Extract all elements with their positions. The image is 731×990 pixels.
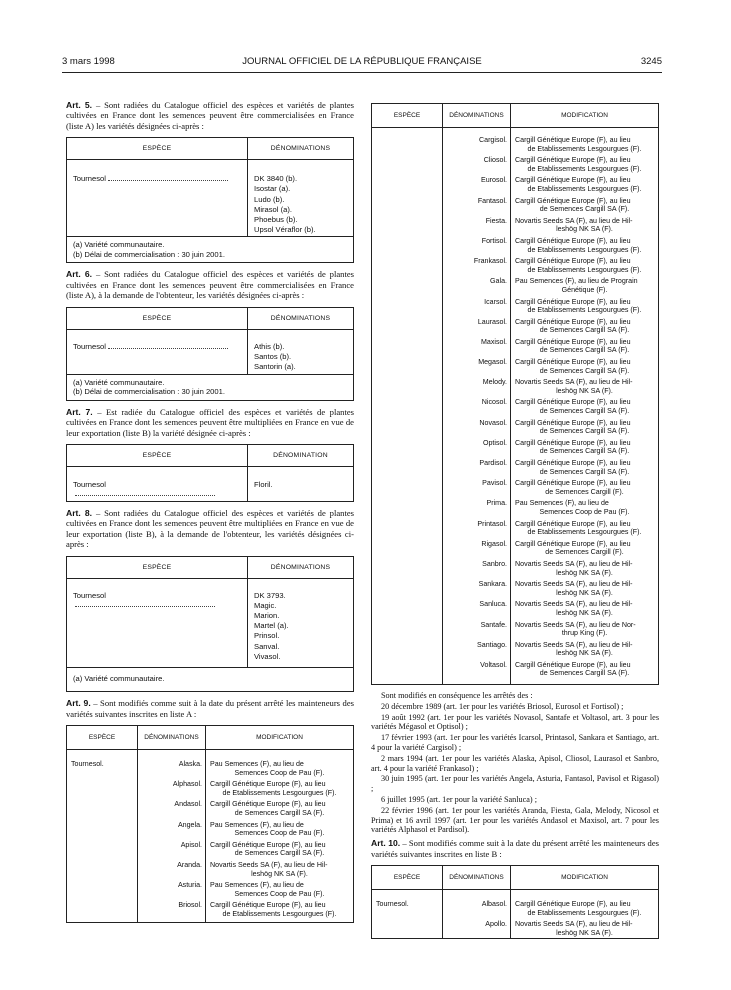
modification-cell bbox=[511, 641, 658, 661]
note: (b) Délai de commercialisation : 30 juin 2001. bbox=[73, 249, 225, 259]
note: (a) Variété communautaire. bbox=[73, 673, 165, 683]
denomination-cell: Santiago. bbox=[477, 640, 507, 649]
modification-cell bbox=[206, 901, 353, 921]
modification-line: Pau Semences (F), au lieu de bbox=[210, 881, 304, 890]
modification-line: de Etablissements Lesgourgues (F). bbox=[527, 908, 642, 917]
modification-line: de Semences Cargill (F). bbox=[545, 548, 624, 557]
modification-cell bbox=[511, 156, 658, 176]
modification-line: Cargill Génétique Europe (F), au lieu bbox=[210, 800, 326, 809]
table-notes bbox=[67, 667, 353, 692]
denomination-cell: Optisol. bbox=[482, 438, 507, 447]
modification-column bbox=[510, 128, 658, 684]
header-denominations: DÉNOMINATIONS bbox=[442, 866, 510, 889]
modification-line: Cargill Génétique Europe (F), au lieu bbox=[515, 196, 631, 205]
modification-line: Cargill Génétique Europe (F), au lieu bbox=[515, 899, 631, 908]
modification-line: de Etablissements Lesgourgues (F). bbox=[527, 306, 642, 315]
modification-cell bbox=[511, 338, 658, 358]
denomination-cell: Aranda. bbox=[177, 861, 202, 869]
header-modification: MODIFICATION bbox=[510, 104, 658, 127]
art6-paragraph bbox=[66, 269, 354, 300]
art7-label: Art. 7. bbox=[66, 406, 93, 417]
modification-cell bbox=[511, 298, 658, 318]
modification-cell bbox=[511, 661, 658, 681]
art7-text: – Est radiée du Catalogue officiel des espèces et variétés de plantes cultivées en France dont les semences peuvent être multipliées en France en vue de leur exportation (liste B) la variété désignée ci-après : bbox=[66, 406, 354, 438]
modification-cell bbox=[511, 621, 658, 641]
denomination-cell: Albasol. bbox=[481, 899, 507, 908]
modification-cell bbox=[511, 136, 658, 156]
denomination-item: Martel (a). bbox=[254, 621, 289, 631]
header-date: 3 mars 1998 bbox=[62, 56, 115, 67]
modification-line: Novartis Seeds SA (F), au lieu de Hil- bbox=[515, 920, 633, 929]
modification-line: Cargill Génétique Europe (F), au lieu bbox=[515, 358, 631, 367]
denomination-item: DK 3793. bbox=[254, 590, 286, 600]
denomination-cell: Asturia. bbox=[177, 881, 202, 890]
modification-line: Cargill Génétique Europe (F), au lieu bbox=[515, 438, 631, 447]
art7-table bbox=[66, 444, 354, 502]
modification-line: Novartis Seeds SA (F), au lieu de Hil- bbox=[515, 640, 633, 649]
modification-line: de Etablissements Lesgourgues (F). bbox=[527, 184, 642, 193]
denomination-list bbox=[247, 467, 353, 501]
modification-line: Novartis Seeds SA (F), au lieu de Nor- bbox=[515, 620, 636, 629]
header-denominations: DÉNOMINATIONS bbox=[442, 104, 510, 127]
denomination-cell: Fantasol. bbox=[477, 196, 507, 205]
art8-label: Art. 8. bbox=[66, 508, 93, 519]
espece-cell: Tournesol bbox=[73, 341, 106, 351]
modification-line: de Semences Cargill SA (F). bbox=[539, 346, 630, 355]
modification-cell bbox=[511, 318, 658, 338]
modification-line: leshög NK SA (F). bbox=[556, 568, 613, 577]
denomination-cell: Angela. bbox=[177, 820, 202, 829]
modification-cell bbox=[511, 540, 658, 560]
note: (a) Variété communautaire. bbox=[73, 377, 165, 387]
journal-title: JOURNAL OFFICIEL DE LA RÉPUBLIQUE FRANÇAISE bbox=[242, 56, 482, 67]
modification-line: thrup King (F). bbox=[561, 629, 608, 638]
modification-cell bbox=[206, 800, 353, 820]
denomination-cell: Briosol. bbox=[178, 901, 202, 910]
art6-label: Art. 6. bbox=[66, 269, 93, 280]
modification-cell bbox=[511, 419, 658, 439]
page-number: 3245 bbox=[640, 56, 662, 67]
denomination-cell: Apisol. bbox=[180, 840, 202, 849]
modification-line: de Etablissements Lesgourgues (F). bbox=[222, 788, 337, 797]
table-header bbox=[67, 726, 353, 750]
modification-cell bbox=[511, 900, 658, 920]
modification-line: de Etablissements Lesgourgues (F). bbox=[527, 245, 642, 254]
denomination-cell: Printasol. bbox=[477, 519, 507, 528]
art5-label: Art. 5. bbox=[66, 100, 93, 110]
art10-label: Art. 10. bbox=[371, 838, 401, 849]
modification-cell bbox=[206, 760, 353, 780]
denomination-column bbox=[442, 890, 510, 939]
denomination-item: Floril. bbox=[254, 480, 273, 490]
modification-line: Pau Semences (F), au lieu de Prograin bbox=[515, 277, 638, 286]
modification-line: de Semences Cargill SA (F). bbox=[539, 467, 630, 476]
modification-cell bbox=[511, 378, 658, 398]
art6-text: – Sont radiées du Catalogue officiel des espèces et variétés de plantes cultivées en France dont les semences peuvent être commercialisées en France (liste A), à la demande de l'obtenteur, les variétés désignées ci-après : bbox=[66, 269, 354, 301]
header-denominations: DÉNOMINATIONS bbox=[247, 557, 353, 578]
modification-line: de Semences Cargill SA (F). bbox=[539, 447, 630, 456]
header-modification: MODIFICATION bbox=[510, 866, 658, 889]
denomination-cell: Novasol. bbox=[479, 418, 507, 427]
denomination-cell: Nicosol. bbox=[481, 398, 507, 407]
denomination-item: Santorin (a). bbox=[254, 362, 296, 372]
modification-line: Cargill Génétique Europe (F), au lieu bbox=[515, 297, 631, 306]
modification-line: Novartis Seeds SA (F), au lieu de Hil- bbox=[515, 580, 633, 589]
denomination-item: Athis (b). bbox=[254, 341, 285, 351]
modification-line: Cargill Génétique Europe (F), au lieu bbox=[210, 901, 326, 910]
consequence-item: 17 février 1993 (art. 1er pour les variétés Icarsol, Printasol, Sankara et Santiago, art. 4 pour la variété Cargisol) ; bbox=[371, 733, 659, 752]
modification-line: leshög NK SA (F). bbox=[251, 869, 308, 878]
modification-line: Novartis Seeds SA (F), au lieu de Hil- bbox=[210, 861, 328, 869]
header-denominations: DÉNOMINATIONS bbox=[247, 138, 353, 159]
modification-line: de Etablissements Lesgourgues (F). bbox=[527, 164, 642, 173]
denomination-list bbox=[247, 579, 353, 667]
consequence-item: 30 juin 1995 (art. 1er pour les variétés Angela, Asturia, Fantasol, Pavisol et Rigasol) ; bbox=[371, 774, 659, 794]
art9-table-continued bbox=[371, 103, 659, 685]
art10-text: – Sont modifiés comme suit à la date du présent arrêté les mainteneurs des variétés suivantes inscrites en liste B : bbox=[371, 838, 660, 859]
art10-table bbox=[371, 865, 659, 939]
art6-table bbox=[66, 307, 354, 401]
denomination-cell: Icarsol. bbox=[484, 297, 507, 306]
espece-cell: Tournesol. bbox=[376, 899, 409, 908]
header-modification: MODIFICATION bbox=[205, 726, 353, 749]
denomination-cell: Voltasol. bbox=[480, 660, 507, 669]
denomination-item: Mirasol (a). bbox=[254, 204, 292, 214]
consequence-item: 6 juillet 1995 (art. 1er pour la variété Sanluca) ; bbox=[381, 794, 537, 804]
denomination-cell: Prima. bbox=[486, 499, 507, 508]
modification-line: Pau Semences (F), au lieu de bbox=[515, 499, 609, 508]
denomination-cell: Sanbro. bbox=[482, 559, 507, 568]
denomination-item: Ludo (b). bbox=[254, 194, 285, 204]
denomination-cell: Melody. bbox=[482, 378, 507, 387]
modification-line: de Semences Cargill SA (F). bbox=[539, 407, 630, 416]
modification-cell bbox=[511, 176, 658, 196]
denomination-cell: Cliosol. bbox=[483, 156, 507, 165]
modification-line: Pau Semences (F), au lieu de bbox=[210, 760, 304, 769]
modification-line: de Semences Cargill SA (F). bbox=[539, 669, 630, 678]
left-column bbox=[66, 100, 354, 929]
table-notes bbox=[67, 374, 353, 400]
denomination-cell: Apollo. bbox=[485, 920, 507, 929]
denomination-cell: Eurosol. bbox=[480, 176, 507, 185]
modification-line: leshög NK SA (F). bbox=[556, 649, 613, 658]
modification-line: leshög NK SA (F). bbox=[556, 608, 613, 617]
modification-cell bbox=[511, 520, 658, 540]
denomination-cell: Gala. bbox=[490, 277, 507, 286]
modification-line: de Semences Cargill SA (F). bbox=[234, 849, 325, 858]
modification-line: Cargill Génétique Europe (F), au lieu bbox=[515, 136, 631, 144]
modification-line: Cargill Génétique Europe (F), au lieu bbox=[515, 156, 631, 165]
modification-line: Cargill Génétique Europe (F), au lieu bbox=[515, 236, 631, 245]
art9-table bbox=[66, 725, 354, 923]
modification-line: Cargill Génétique Europe (F), au lieu bbox=[515, 176, 631, 185]
denomination-cell: Frankasol. bbox=[473, 257, 507, 266]
modification-cell bbox=[511, 197, 658, 217]
header-espece: ESPÈCE bbox=[88, 734, 116, 742]
modification-line: Cargill Génétique Europe (F), au lieu bbox=[515, 479, 631, 488]
modification-cell bbox=[511, 920, 658, 939]
modification-cell bbox=[511, 237, 658, 257]
modification-line: de Semences Cargill SA (F). bbox=[234, 809, 325, 818]
modification-line: Semences Coop de Pau (F). bbox=[234, 768, 325, 777]
espece-cell: Tournesol. bbox=[71, 760, 104, 769]
table-header bbox=[67, 138, 353, 160]
art5-table bbox=[66, 137, 354, 263]
modification-cell bbox=[206, 861, 353, 881]
table-notes bbox=[67, 236, 353, 262]
table-header bbox=[372, 104, 658, 128]
denomination-cell: Pavisol. bbox=[482, 479, 507, 488]
denomination-cell: Pardisol. bbox=[479, 459, 507, 467]
denomination-item: Upsol Véraflor (b). bbox=[254, 225, 316, 235]
denomination-cell: Santafe. bbox=[480, 620, 507, 629]
art5-text: – Sont radiées du Catalogue officiel des espèces et variétés de plantes cultivées en France dont les semences peuvent être commercialisées en France (liste A) les variétés désignées ci-après : bbox=[66, 100, 354, 131]
modification-column bbox=[510, 890, 658, 939]
art9-text: – Sont modifiés comme suit à la date du présent arrêté les mainteneurs des variétés suivantes inscrites en liste A : bbox=[66, 698, 354, 719]
modification-line: Cargill Génétique Europe (F), au lieu bbox=[515, 337, 631, 346]
denomination-cell: Alaska. bbox=[178, 760, 202, 769]
art8-text: – Sont radiées du Catalogue officiel des espèces et variétés de plantes cultivées en France dont les semences peuvent être multipliées en France en vue de leur exportation (liste B), à la demande de l'obtenteur, les variétés désignées ci-après : bbox=[66, 508, 354, 550]
art8-paragraph bbox=[66, 508, 354, 550]
art9-label: Art. 9. bbox=[66, 698, 91, 709]
modification-line: leshög NK SA (F). bbox=[556, 588, 613, 597]
modification-cell bbox=[511, 439, 658, 459]
header-rule bbox=[62, 72, 662, 73]
consequences-section bbox=[371, 691, 659, 835]
espece-cell: Tournesol bbox=[73, 174, 106, 184]
denomination-item: Magic. bbox=[254, 600, 277, 610]
modification-line: de Semences Cargill SA (F). bbox=[539, 366, 630, 375]
denomination-list bbox=[247, 330, 353, 374]
denomination-cell: Megasol. bbox=[478, 358, 507, 367]
header-espece: ESPÈCE bbox=[393, 873, 421, 881]
modification-cell bbox=[206, 821, 353, 841]
modification-line: Cargill Génétique Europe (F), au lieu bbox=[515, 398, 631, 407]
note: (a) Variété communautaire. bbox=[73, 240, 165, 250]
modification-line: de Semences Cargill SA (F). bbox=[539, 205, 630, 214]
table-header bbox=[67, 557, 353, 579]
modification-line: Cargill Génétique Europe (F), au lieu bbox=[515, 459, 631, 467]
denomination-item: Vivasol. bbox=[254, 651, 281, 661]
modification-line: Génétique (F). bbox=[561, 285, 608, 294]
modification-line: Semences Coop de Pau (F). bbox=[234, 889, 325, 898]
modification-line: de Etablissements Lesgourgues (F). bbox=[222, 909, 337, 918]
table-header bbox=[372, 866, 658, 890]
espece-cell: Tournesol bbox=[73, 480, 106, 490]
denomination-column bbox=[442, 128, 510, 684]
art8-table bbox=[66, 556, 354, 693]
modification-line: Semences Coop de Pau (F). bbox=[539, 507, 630, 516]
modification-line: Cargill Génétique Europe (F), au lieu bbox=[515, 257, 631, 266]
consequences-intro: Sont modifiés en conséquence les arrêtés des : bbox=[381, 691, 533, 700]
modification-line: Cargill Génétique Europe (F), au lieu bbox=[515, 539, 631, 548]
header-denominations: DÉNOMINATIONS bbox=[137, 726, 205, 749]
art7-paragraph bbox=[66, 407, 354, 438]
modification-column bbox=[205, 750, 353, 923]
right-column bbox=[371, 100, 659, 945]
header-denomination: DÉNOMINATION bbox=[247, 445, 353, 466]
art9-paragraph bbox=[66, 698, 354, 719]
modification-cell bbox=[511, 358, 658, 378]
consequence-item: 22 février 1996 (art. 1er pour les variétés Aranda, Fiesta, Gala, Melody, Nicosol et Prima) et 16 avril 1997 (art. 1er pour les variétés Andasol et Maxisol, art. 7 pour les variétés Alphasol et Pardisol). bbox=[371, 805, 659, 835]
modification-line: Semences Coop de Pau (F). bbox=[234, 829, 325, 838]
modification-line: de Etablissements Lesgourgues (F). bbox=[527, 265, 642, 274]
modification-line: Pau Semences (F), au lieu de bbox=[210, 820, 304, 829]
header-denominations: DÉNOMINATIONS bbox=[247, 308, 353, 329]
denomination-column bbox=[137, 750, 205, 923]
denomination-cell: Maxisol. bbox=[480, 337, 507, 346]
modification-cell bbox=[511, 479, 658, 499]
table-header bbox=[67, 308, 353, 330]
modification-line: de Semences Cargill (F). bbox=[545, 487, 624, 496]
denomination-cell: Andasol. bbox=[174, 800, 202, 809]
modification-line: Cargill Génétique Europe (F), au lieu bbox=[515, 418, 631, 427]
denomination-cell: Laurasol. bbox=[477, 317, 507, 326]
modification-line: de Etablissements Lesgourgues (F). bbox=[527, 144, 642, 153]
modification-line: Cargill Génétique Europe (F), au lieu bbox=[515, 519, 631, 528]
denomination-list bbox=[247, 160, 353, 236]
denomination-cell: Sankara. bbox=[478, 580, 507, 589]
modification-line: Novartis Seeds SA (F), au lieu de Hil- bbox=[515, 216, 633, 225]
denomination-item: DK 3840 (b). bbox=[254, 174, 298, 184]
denomination-item: Isostar (a). bbox=[254, 184, 291, 194]
modification-cell bbox=[511, 459, 658, 479]
header-espece: ESPÈCE bbox=[142, 452, 172, 460]
modification-cell bbox=[511, 277, 658, 297]
modification-line: Cargill Génétique Europe (F), au lieu bbox=[210, 840, 326, 849]
modification-cell bbox=[511, 600, 658, 620]
modification-cell bbox=[511, 499, 658, 519]
modification-cell bbox=[206, 780, 353, 800]
modification-cell bbox=[511, 398, 658, 418]
modification-line: leshög NK SA (F). bbox=[556, 225, 613, 234]
denomination-cell: Sanluca. bbox=[479, 600, 507, 609]
header-espece: ESPÈCE bbox=[393, 112, 421, 119]
modification-cell bbox=[511, 257, 658, 277]
table-header bbox=[67, 445, 353, 467]
modification-cell bbox=[206, 841, 353, 861]
modification-cell bbox=[511, 217, 658, 237]
denomination-cell: Fortisol. bbox=[481, 236, 507, 245]
modification-line: de Semences Cargill SA (F). bbox=[539, 427, 630, 436]
denomination-cell: Cargisol. bbox=[479, 136, 507, 144]
art10-paragraph bbox=[371, 838, 659, 859]
denomination-cell: Alphasol. bbox=[172, 780, 202, 789]
denomination-item: Phoebus (b). bbox=[254, 215, 298, 225]
denomination-cell: Fiesta. bbox=[485, 216, 507, 225]
consequence-item: 20 décembre 1989 (art. 1er pour les variétés Briosol, Eurosol et Fortisol) ; bbox=[381, 701, 624, 711]
header-espece: ESPÈCE bbox=[142, 314, 172, 322]
espece-cell: Tournesol bbox=[73, 590, 106, 600]
denomination-cell: Rigasol. bbox=[481, 539, 507, 548]
denomination-item: Sanval. bbox=[254, 641, 280, 651]
modification-line: leshög NK SA (F). bbox=[556, 386, 613, 395]
modification-line: Novartis Seeds SA (F), au lieu de Hil- bbox=[515, 378, 633, 387]
modification-line: Cargill Génétique Europe (F), au lieu bbox=[515, 660, 631, 669]
header-espece: ESPÈCE bbox=[142, 563, 172, 571]
denomination-item: Marion. bbox=[254, 611, 280, 621]
consequence-item: 19 août 1992 (art. 1er pour les variétés Novasol, Santafe et Voltasol, art. 3 pour les variétés Mégasol et Optisol) ; bbox=[371, 712, 659, 732]
modification-cell bbox=[206, 881, 353, 901]
header-espece: ESPÈCE bbox=[142, 145, 172, 153]
modification-line: de Semences Cargill SA (F). bbox=[539, 326, 630, 335]
modification-line: Cargill Génétique Europe (F), au lieu bbox=[210, 780, 326, 789]
modification-line: Cargill Génétique Europe (F), au lieu bbox=[515, 317, 631, 326]
page-header bbox=[62, 56, 662, 70]
denomination-item: Prinsol. bbox=[254, 631, 280, 641]
modification-line: Novartis Seeds SA (F), au lieu de Hil- bbox=[515, 559, 633, 568]
consequence-item: 2 mars 1994 (art. 1er pour les variétés Alaska, Apisol, Cliosol, Laurasol et Sanbro, art. 4 pour la variété Frankasol) ; bbox=[371, 753, 659, 773]
modification-line: de Etablissements Lesgourgues (F). bbox=[527, 528, 642, 537]
modification-cell bbox=[511, 560, 658, 580]
denomination-item: Santos (b). bbox=[254, 351, 292, 361]
note: (b) Délai de commercialisation : 30 juin 2001. bbox=[73, 387, 225, 397]
modification-line: leshög NK SA (F). bbox=[556, 928, 613, 937]
modification-cell bbox=[511, 580, 658, 600]
art5-paragraph bbox=[66, 100, 354, 131]
modification-line: Novartis Seeds SA (F), au lieu de Hil- bbox=[515, 600, 633, 609]
